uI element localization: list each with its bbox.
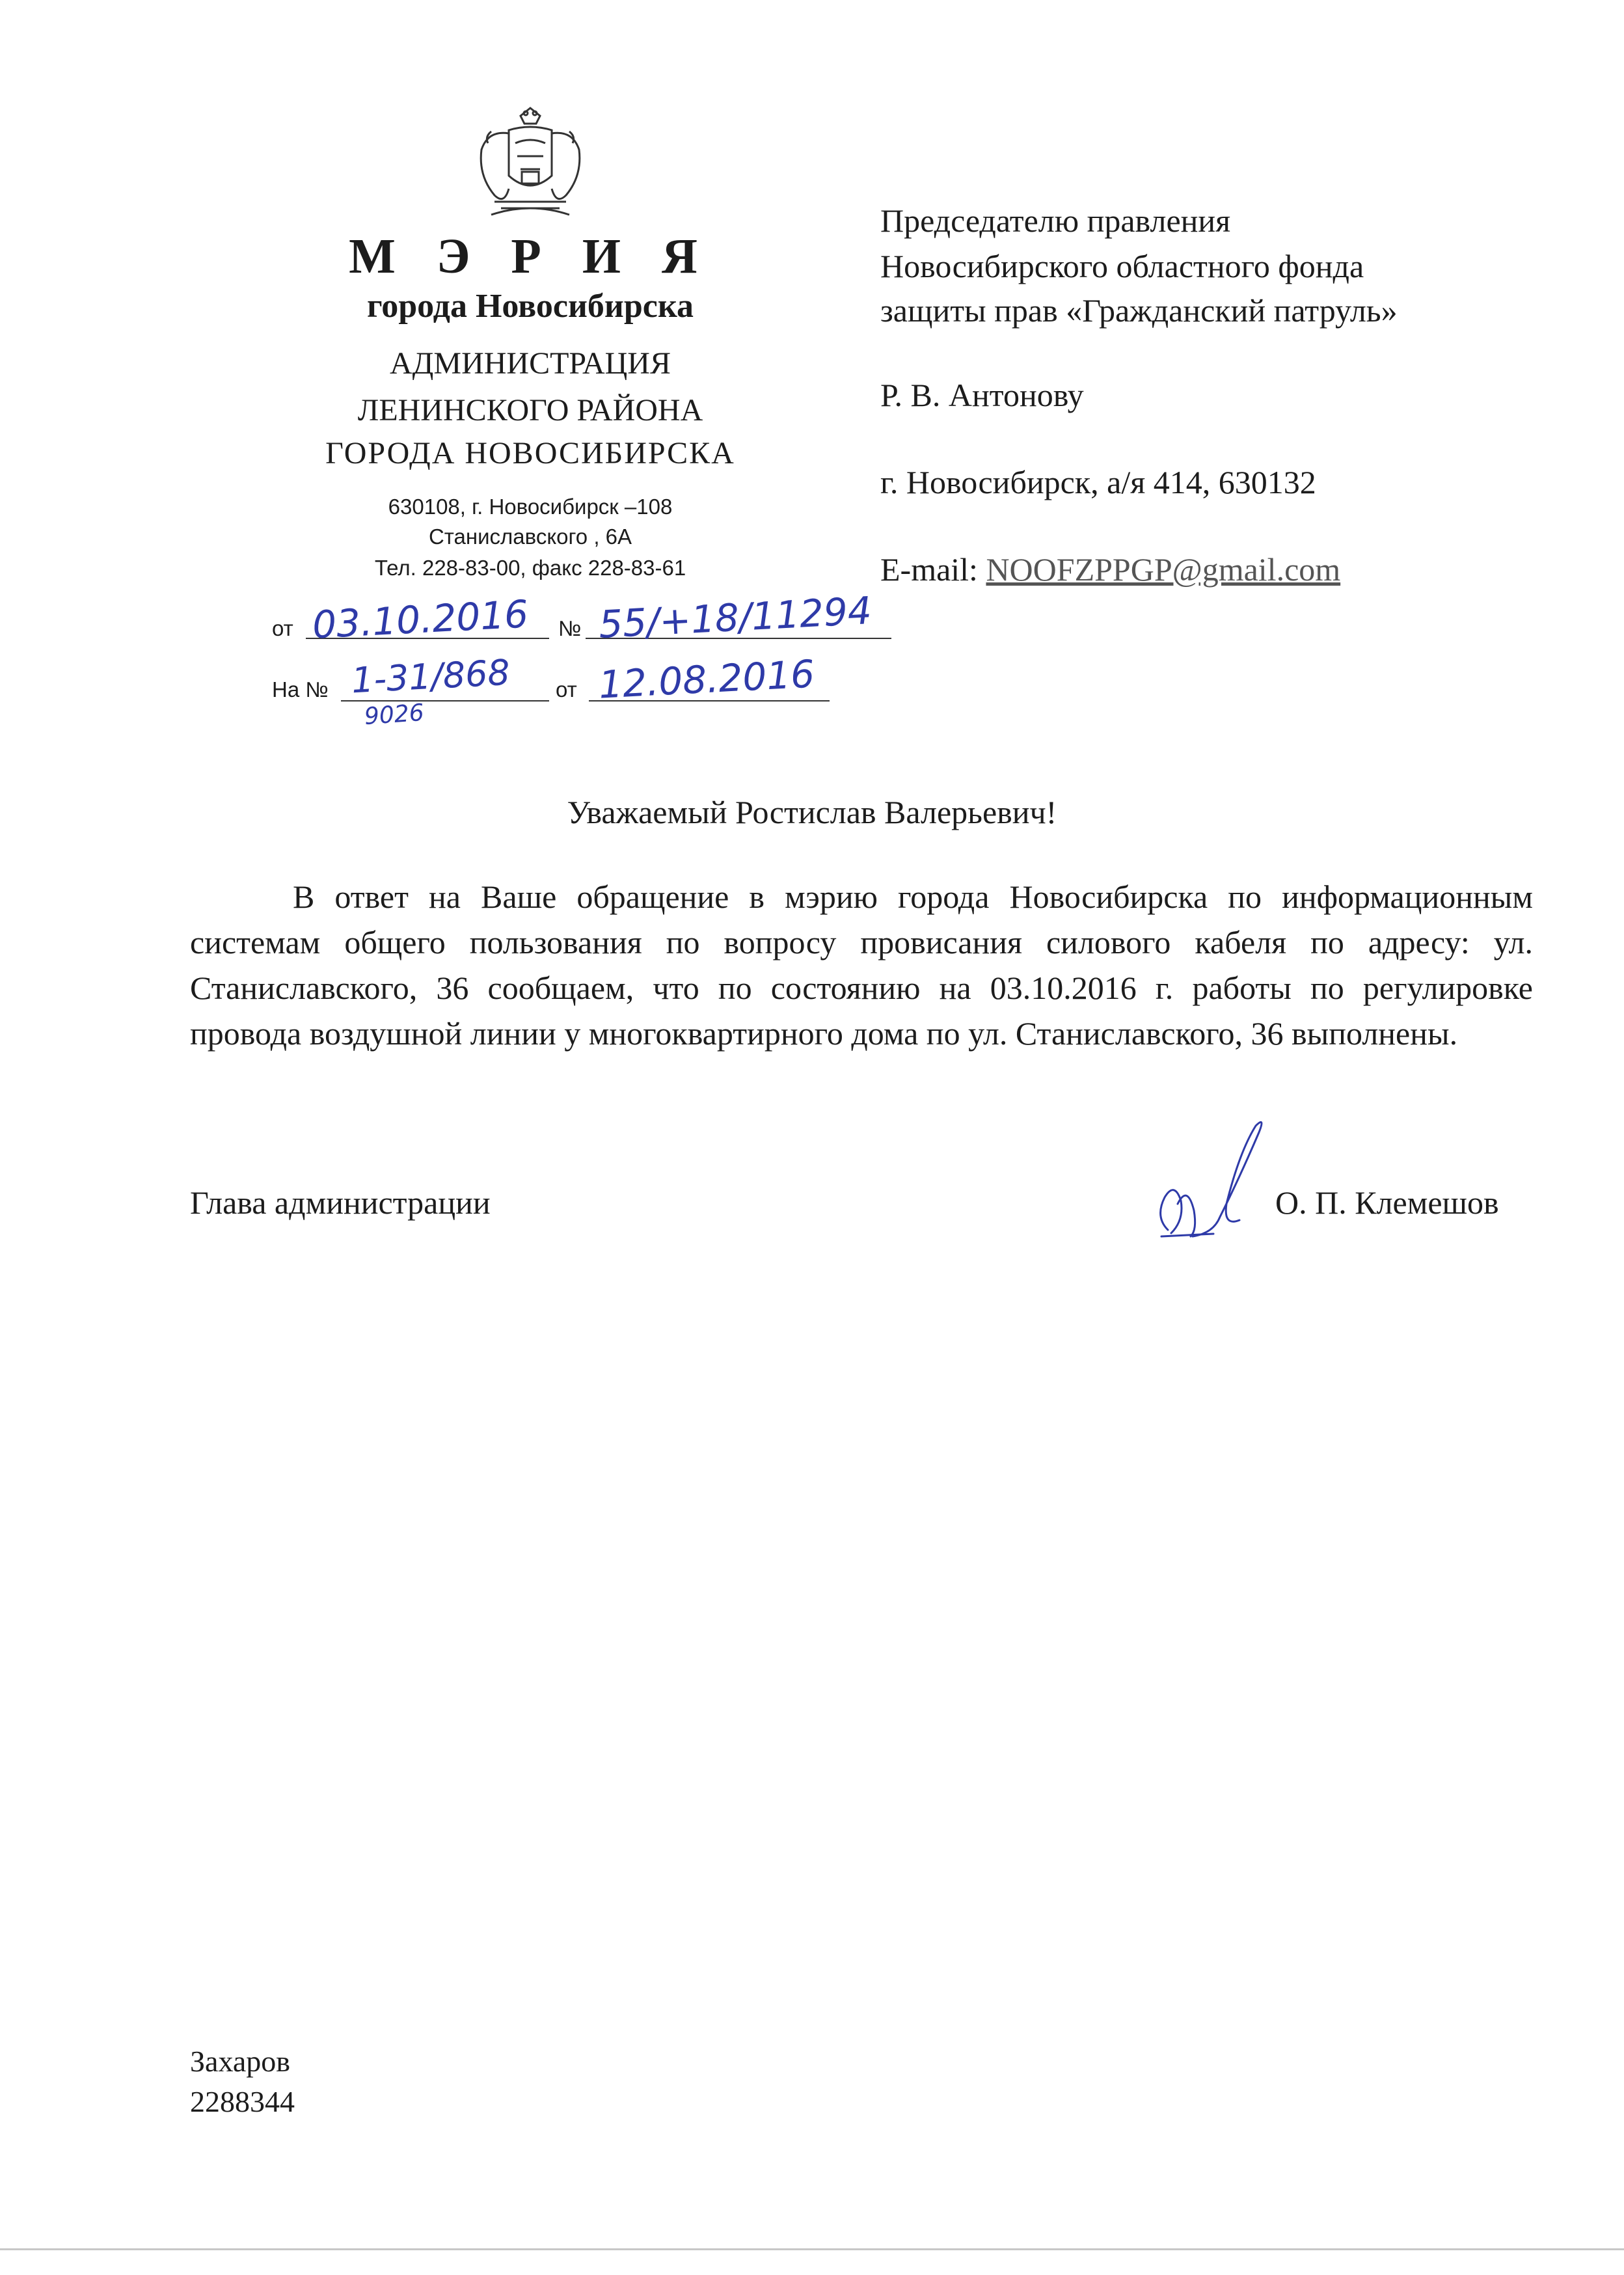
outgoing-number-handwritten: 55/+18/11294	[597, 588, 873, 647]
letter-body: В ответ на Ваше обращение в мэрию города Новосибирска по информационным системам общего пользования по вопросу провисания силового кабеля по адресу: ул. Станиславского, 36 сообщаем, что по состоянию на 03.10.2016 г. работы по регулировке провода воздушной линии у многоквартирного дома по ул. Станиславского, 36 выполнены.	[190, 879, 1533, 1052]
addressee-postal-address: г. Новосибирск, а/я 414, 630132	[880, 464, 1316, 500]
handwritten-signature	[1142, 1106, 1292, 1249]
signatory-title: Глава администрации	[190, 1184, 491, 1221]
sender-address-line-2: Станиславского , 6А	[428, 524, 632, 549]
outgoing-date-handwritten: 03.10.2016	[311, 592, 530, 647]
email-link[interactable]: NOOFZPPGP@gmail.com	[986, 551, 1341, 588]
administration-line-1: АДМИНИСТРАЦИЯ	[390, 346, 671, 381]
reply-number-handwritten: 1-31/868	[350, 651, 511, 702]
reply-date-handwritten: 12.08.2016	[597, 651, 816, 707]
reply-number-sub-handwritten: 9026	[363, 699, 425, 731]
addressee-name: Р. В. Антонову	[880, 377, 1084, 413]
coat-of-arms-icon	[468, 104, 592, 221]
mayoralty-title: М Э Р И Я	[349, 229, 712, 284]
sender-address-line-1: 630108, г. Новосибирск –108	[388, 495, 673, 519]
reply-date-label: от	[556, 677, 577, 702]
city-title: города Новосибирска	[366, 288, 694, 325]
outgoing-date-label: от	[272, 616, 293, 640]
reply-number-label: На №	[272, 677, 329, 702]
executor-phone: 2288344	[190, 2085, 295, 2118]
addressee-line-2: Новосибирского областного фонда	[880, 248, 1364, 284]
email-label: E-mail:	[880, 551, 986, 588]
sender-phone-fax: Тел. 228-83-00, факс 228-83-61	[374, 556, 686, 580]
signatory-name: О. П. Клемешов	[1275, 1184, 1499, 1221]
addressee-line-1: Председателю правления	[880, 202, 1231, 239]
administration-line-2: ЛЕНИНСКОГО РАЙОНА	[357, 393, 703, 428]
executor-name: Захаров	[190, 2045, 290, 2078]
outgoing-number-label: №	[558, 616, 582, 640]
salutation: Уважаемый Ростислав Валерьевич!	[567, 794, 1057, 830]
administration-line-3: ГОРОДА НОВОСИБИРСКА	[325, 436, 735, 470]
addressee-line-3: защиты прав «Гражданский патруль»	[880, 292, 1398, 329]
reply-number-underline	[341, 700, 549, 702]
page-bottom-edge	[0, 2248, 1624, 2250]
addressee-email	[880, 549, 1340, 590]
